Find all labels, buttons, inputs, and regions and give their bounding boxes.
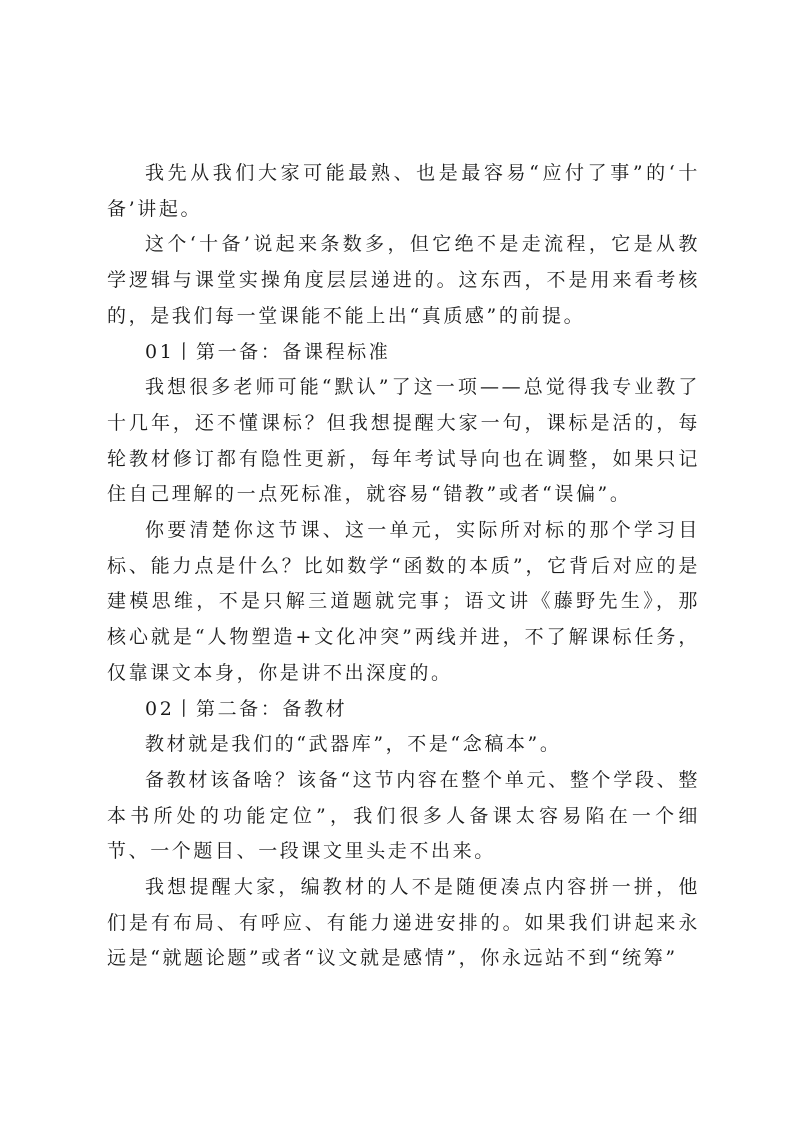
paragraph-learning-goals: 你要清楚你这节课、这一单元，实际所对标的那个学习目标、能力点是什么？比如数学“函数的本质”，它背后对应的是建模思维，不是只解三道题就完事；语文讲《藤野先生》，那核心就是“人物塑造+文化冲突”两线并进，不了解课标任务，仅靠课文本身，你是讲不出深度的。 bbox=[107, 519, 700, 684]
document-body bbox=[107, 156, 700, 977]
paragraph-ten-preparations: 这个‘十备’说起来条数多，但它绝不是走流程，它是从教学逻辑与课堂实操角度层层递进的。这东西，不是用来看考核的，是我们每一堂课能不能上出“真质感”的前提。 bbox=[107, 233, 700, 327]
section-heading-02: 02丨第二备：备教材 bbox=[145, 697, 348, 720]
paragraph-textbook-positioning: 备教材该备啥？该备“这节内容在整个单元、整个学段、整本书所处的功能定位”，我们很多人备课太容易陷在一个细节、一个题目、一段课文里头走不出来。 bbox=[107, 768, 700, 863]
paragraph-curriculum-standard: 我想很多老师可能“默认”了这一项——总觉得我专业教了十几年，还不懂课标？但我想提醒大家一句，课标是活的，每轮教材修订都有隐性更新，每年考试导向也在调整，如果只记住自己理解的一点死标准，就容易“错教”或者“误偏”。 bbox=[107, 376, 700, 506]
paragraph-textbook-layout: 我想提醒大家，编教材的人不是随便凑点内容拼一拼，他们是有布局、有呼应、有能力递进安排的。如果我们讲起来永远是“就题论题”或者“议文就是感情”，你永远站不到“统筹” bbox=[107, 876, 700, 970]
section-heading-01: 01丨第一备：备课程标准 bbox=[145, 340, 391, 363]
paragraph-intro: 我先从我们大家可能最熟、也是最容易“应付了事”的‘十备’讲起。 bbox=[107, 162, 700, 220]
paragraph-textbook-arsenal: 教材就是我们的“武器库”，不是“念稿本”。 bbox=[145, 733, 562, 756]
